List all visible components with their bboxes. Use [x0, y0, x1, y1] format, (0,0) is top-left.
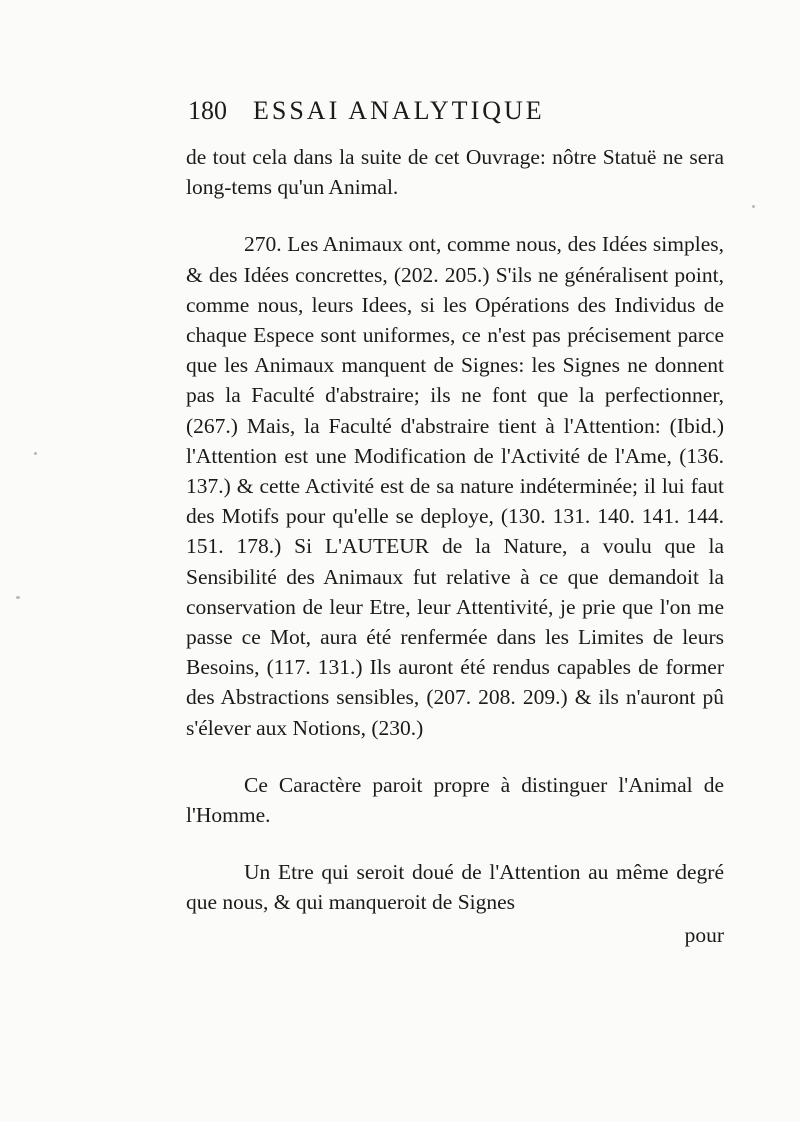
paper-speck: [16, 596, 20, 599]
page-number: 180: [188, 96, 227, 125]
paragraph-270: 270. Les Animaux ont, comme nous, des Idées simples, & des Idées concrettes, (202. 205.) S'ils ne généralisent point, comme nous, leurs Idees, si les Opérations des Individus de chaque Espece sont uniformes, ce n'est pas précisement parce que les Animaux manquent de Signes: les Signes ne donnent pas la Faculté d'abstraire; ils ne font que la perfectionner, (267.) Mais, la Faculté d'abstraire tient à l'Attention: (Ibid.) l'Attention est une Modification de l'Activité de l'Ame, (136. 137.) & cette Activité est de sa nature indéterminée; il lui faut des Motifs pour qu'elle se deploye, (130. 131. 140. 141. 144. 151. 178.) Si L'AUTEUR de la Nature, a voulu que la Sensibilité des Animaux fut relative à ce que demandoit la conservation de leur Etre, leur Attentivité, je prie que l'on me passe ce Mot, aura été renfermée dans les Limites de leurs Besoins, (117. 131.) Ils auront été rendus capables de former des Abstractions sensibles, (207. 208. 209.) & ils n'auront pû s'élever aux Notions, (230.): [186, 232, 724, 740]
catchword: pour: [684, 922, 724, 947]
paragraph-caractere: Ce Caractère paroit propre à distinguer l'Animal de l'Homme.: [186, 772, 724, 828]
running-header: [188, 96, 728, 126]
paragraph-un-etre: Un Etre qui seroit doué de l'Attention au même degré que nous, & qui manqueroit de Signes: [186, 860, 724, 915]
running-title: ESSAI ANALYTIQUE: [253, 96, 545, 125]
paper-speck: [752, 205, 755, 208]
paragraph-continuation: de tout cela dans la suite de cet Ouvrage: nôtre Statuë ne sera long-tems qu'un Animal.: [186, 145, 724, 200]
body-text: [186, 142, 724, 950]
paper-speck: [34, 452, 37, 455]
